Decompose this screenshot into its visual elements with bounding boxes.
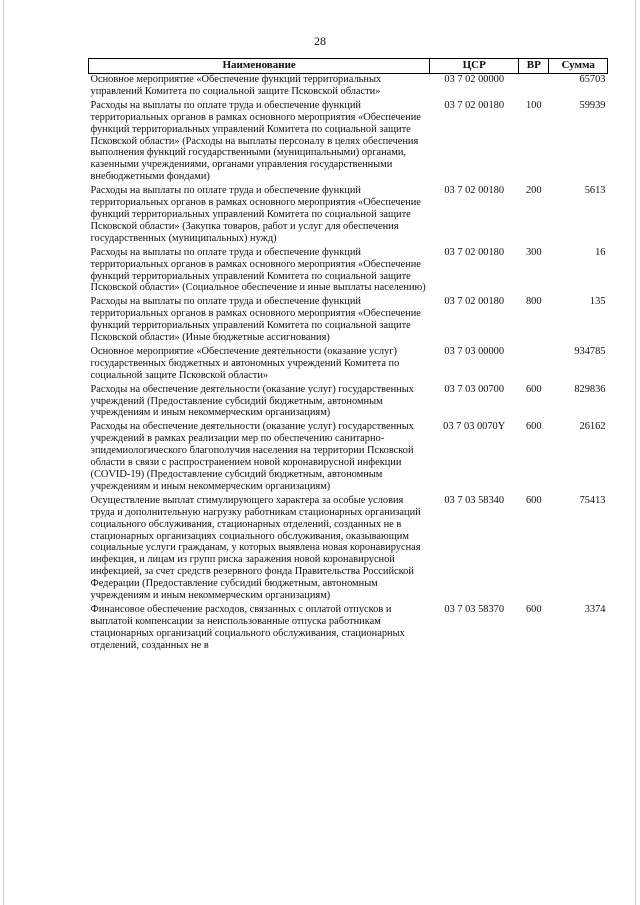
table-row (89, 100, 608, 185)
row-csr: 03 7 02 00000 (444, 74, 505, 85)
scan-edge-left (3, 0, 4, 905)
row-name: Расходы на обеспечение деятельности (оказание услуг) государственных учреждений (Предоставление субсидий бюджетным, автономным учреждениям и иным некоммерческим организациям) (90, 383, 414, 419)
row-vr (519, 74, 549, 100)
budget-table (88, 58, 608, 654)
table-row (89, 185, 608, 247)
row-vr: 800 (525, 296, 542, 308)
row-vr: 100 (525, 99, 542, 111)
row-sum: 75413 (579, 494, 606, 506)
table-row (89, 604, 608, 654)
table-row (89, 421, 608, 494)
row-sum: 934785 (574, 345, 606, 357)
table-row (89, 346, 608, 384)
row-csr: 03 7 03 58370 (444, 603, 505, 615)
table-row (89, 247, 608, 297)
row-vr: 600 (525, 383, 542, 395)
row-name: Расходы на выплаты по оплате труда и обеспечение функций территориальных органов в рамках основного мероприятия «Обеспечение функций территориальных управлений Комитета по социальной защите Псковской области» (Социальное обеспечение и иные выплаты населению) (90, 246, 426, 294)
table-row (89, 495, 608, 604)
row-vr: 600 (525, 603, 542, 615)
row-sum: 65703 (579, 74, 606, 85)
row-sum: 3374 (584, 603, 606, 615)
row-sum: 5613 (584, 185, 606, 197)
table-row (89, 296, 608, 346)
table-row (89, 74, 608, 100)
row-name: Расходы на выплаты по оплате труда и обеспечение функций территориальных органов в рамках основного мероприятия «Обеспечение функций территориальных управлений Комитета по социальной защите Псковской области» (Закупка товаров, работ и услуг для обеспечения государственных (муниципальных) нужд) (90, 185, 421, 244)
table-row (89, 384, 608, 422)
row-csr: 03 7 02 00180 (444, 296, 505, 308)
row-csr: 03 7 03 58340 (444, 494, 505, 506)
row-name: Основное мероприятие «Обеспечение деятельности (оказание услуг) государственных бюджетных и автономных учреждений Комитета по социальной защите Псковской области» (90, 345, 400, 381)
row-name: Осуществление выплат стимулирующего характера за особые условия труда и дополнительную нагрузку работникам стационарных организаций социального обслуживания, стационарных отделений, созданных не в стационарных организациях социального обслуживания, оказывающим социальные услуги гражданам, у которых выявлена новая коронавирусная инфекция, и лицам из групп риска заражения новой коронавирусной инфекцией, за счет средств резервного фонда Правительства Российской Федерации (Предоставление субсидий бюджетным, автономным учреждениям и иным некоммерческим организациям) (90, 494, 421, 602)
row-vr: 600 (525, 494, 542, 506)
row-name: Расходы на выплаты по оплате труда и обеспечение функций территориальных органов в рамках основного мероприятия «Обеспечение функций территориальных управлений Комитета по социальной защите Псковской области» (Расходы на выплаты персоналу в целях обеспечения выполнения функций государственными (муниципальными) органами, казенными учреждениями, органами управления государственными внебюджетными фондами) (90, 99, 421, 183)
page-number: 28 (314, 34, 326, 48)
row-sum: 59939 (579, 99, 606, 111)
row-sum: 16 (595, 246, 606, 258)
header-sum: Сумма (549, 59, 608, 74)
table-header-row (89, 59, 608, 74)
row-name: Расходы на обеспечение деятельности (оказание услуг) государственных учреждений в рамках реализации мер по обеспечению санитарно-эпидемиологического благополучия населения на территории Псковской области в связи с распространением новой коронавирусной инфекции (COVID-19) (Предоставление субсидий бюджетным, автономным учреждениям и иным некоммерческим организациям) (90, 421, 414, 492)
row-csr: 03 7 03 0070Y (443, 421, 506, 433)
row-vr: 600 (525, 421, 542, 433)
row-csr: 03 7 02 00180 (444, 185, 505, 197)
row-name: Финансовое обеспечение расходов, связанных с оплатой отпусков и выплатой компенсации за неиспользованные отпуска работникам стационарных организаций социального обслуживания, стационарных отделений, созданных не в (90, 603, 405, 651)
row-vr: 300 (525, 246, 542, 258)
row-csr: 03 7 03 00000 (444, 345, 505, 357)
header-name: Наименование (89, 59, 430, 74)
row-vr: 200 (525, 185, 542, 197)
header-vr: ВР (519, 59, 549, 74)
row-name: Расходы на выплаты по оплате труда и обеспечение функций территориальных органов в рамках основного мероприятия «Обеспечение функций территориальных управлений Комитета по социальной защите Псковской области» (Иные бюджетные ассигнования) (90, 296, 421, 344)
scan-edge-right (635, 0, 636, 905)
row-csr: 03 7 03 00700 (444, 383, 505, 395)
row-csr: 03 7 02 00180 (444, 246, 505, 258)
row-csr: 03 7 02 00180 (444, 99, 505, 111)
header-csr: ЦСР (430, 59, 519, 74)
row-sum: 26162 (579, 421, 606, 433)
row-name: Основное мероприятие «Обеспечение функций территориальных управлений Комитета по социальной защите Псковской области» (90, 74, 382, 97)
row-sum: 135 (589, 296, 606, 308)
row-sum: 829836 (574, 383, 606, 395)
row-vr (519, 346, 549, 384)
